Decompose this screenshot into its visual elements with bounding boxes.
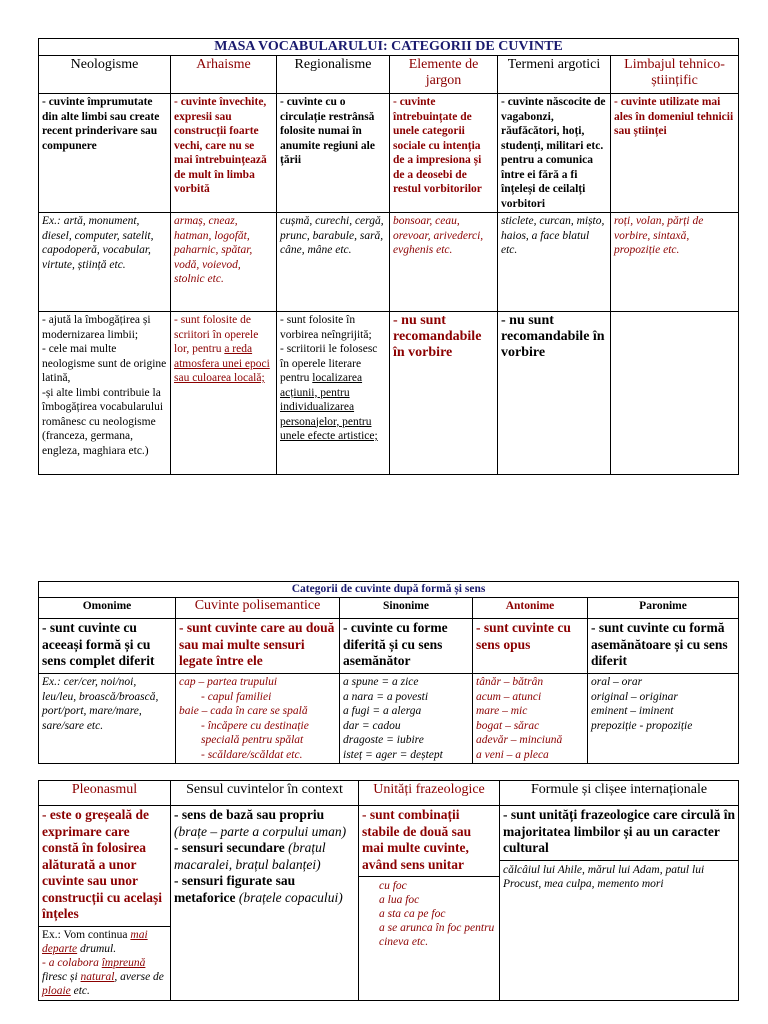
ex-line: eminent – iminent — [591, 705, 674, 717]
form-sense-table — [38, 581, 739, 764]
ex-regionalisme: cușmă, curechi, cergă, prunc, barabule, sară, câne, mâne etc. — [277, 213, 390, 312]
ex-text: Ex.: Vom continua — [42, 928, 131, 941]
header-arhaisme: Arhaisme — [171, 56, 277, 94]
ex-line: a spune = a zice — [343, 676, 419, 688]
ex-line: a sta ca pe foc — [379, 908, 446, 920]
ex-sinonime — [340, 674, 473, 764]
use-text: - scriitorii le folosesc în operele literare pentru — [280, 343, 378, 384]
unitati-cell — [359, 806, 500, 1001]
ex-line: cu foc — [379, 880, 407, 892]
ex-tehnico: roți, volan, părți de vorbire, sintaxă, propoziție etc. — [611, 213, 739, 312]
pleonasm-cell — [39, 806, 171, 1001]
ex-line: a se arunca în foc pentru cineva etc. — [379, 922, 495, 948]
header-jargon: Elemente de jargon — [390, 56, 498, 94]
header-unitati: Unități frazeologice — [359, 781, 500, 806]
use-line: - cele mai multe neologisme sunt de origine latină, — [42, 343, 167, 384]
table-title: MASA VOCABULARULUI: CATEGORII DE CUVINTE — [39, 39, 739, 56]
def-neologisme: - cuvinte împrumutate din alte limbi sau create recent prinderivare sau compunere — [39, 94, 171, 213]
ex-line: mare – mic — [476, 705, 528, 717]
ex-text: drumul. — [77, 942, 117, 955]
unitati-examples — [359, 876, 499, 949]
pleonasm-examples — [39, 926, 170, 999]
header-omonime: Omonime — [39, 598, 176, 619]
sens-figurative-example: (brațele copacului) — [235, 889, 343, 905]
header-sinonime: Sinonime — [340, 598, 473, 619]
ex-line: tânăr – bătrân — [476, 676, 544, 688]
ex-line: acum – atunci — [476, 690, 542, 703]
use-line: - sunt folosite în vorbirea neîngrijită; — [280, 314, 372, 341]
ex-underlined: mai departe — [42, 928, 148, 955]
ex-underlined: împreună — [101, 956, 146, 969]
header-formule: Formule și clișee internaționale — [500, 781, 739, 806]
ex-line: baie – cada în care se spală — [179, 705, 308, 717]
ex-line: prepoziție - propoziție — [591, 719, 693, 732]
sens-base-example: (brațe – parte a corpului uman) — [174, 823, 347, 839]
use-tehnico-empty — [611, 312, 739, 475]
ex-line: adevăr – minciună — [476, 734, 563, 746]
ex-line: - scăldare/scăldat etc. — [201, 748, 303, 761]
header-neologisme: Neologisme — [39, 56, 171, 94]
formule-examples: călcâiul lui Ahile, mărul lui Adam, patul lui Procust, mea culpa, memento mori — [500, 860, 738, 893]
ex-polisemantice — [176, 674, 340, 764]
ex-text: firesc și — [42, 970, 81, 983]
use-jargon: - nu sunt recomandabile în vorbire — [390, 312, 498, 475]
table-title: Categorii de cuvinte după formă și sens — [39, 582, 739, 598]
sens-base: - sens de bază sau propriu — [174, 807, 325, 822]
ex-line: a fugi = a alerga — [343, 705, 422, 717]
ex-underlined: ploaie — [42, 984, 71, 997]
header-argotici: Termeni argotici — [498, 56, 611, 94]
header-antonime: Antonime — [473, 598, 588, 619]
ex-line: dar = cadou — [343, 719, 401, 732]
def-jargon: - cuvinte întrebuințate de unele categorii sociale cu intenția de a impresiona și de a deosebi de restul vorbitorilor — [390, 94, 498, 213]
phrase-table — [38, 780, 739, 1001]
use-neologisme — [39, 312, 171, 475]
ex-line: dragoste = iubire — [343, 734, 424, 746]
def-polisemantice: - sunt cuvinte care au două sau mai multe sensuri legate între ele — [176, 619, 340, 674]
use-text: - sunt folosite de scriitori în operele lor, pentru — [174, 314, 259, 355]
ex-antonime — [473, 674, 588, 764]
ex-line: a nara = a povesti — [343, 690, 429, 703]
ex-omonime: Ex.: cer/cer, noi/noi, leu/leu, broască/broască, port/port, mare/mare, sare/sare etc. — [39, 674, 176, 764]
ex-jargon: bonsoar, ceau, orevoar, arivederci, evghenis etc. — [390, 213, 498, 312]
vocabulary-table — [38, 38, 739, 475]
ex-text: etc. — [70, 984, 90, 997]
ex-text: , averse de — [114, 970, 164, 983]
def-tehnico: - cuvinte utilizate mai ales în domeniul tehnicii sau științei — [611, 94, 739, 213]
header-pleonasmul: Pleonasmul — [39, 781, 171, 806]
use-regionalisme — [277, 312, 390, 475]
use-underlined: localizarea acțiunii, pentru individualizarea personajelor, pentru unele efecte artistice; — [280, 372, 378, 442]
header-paronime: Paronime — [588, 598, 739, 619]
ex-line: a veni – a pleca — [476, 748, 549, 761]
ex-line: bogat – sărac — [476, 719, 540, 732]
def-arhaisme: - cuvinte învechite, expresii sau construcții foarte vechi, care nu se mai întrebuințează de mult în limba vorbită — [171, 94, 277, 213]
sens-figurative: - sensuri figurate sau metaforice — [174, 873, 296, 905]
ex-line: - capul familiei — [201, 690, 272, 703]
formule-cell — [500, 806, 739, 1001]
ex-line: - încăpere cu destinație specială pentru spălat — [201, 719, 309, 746]
unitati-definition: - sunt combinații stabile de două sau mai multe cuvinte, având sens unitar — [362, 807, 472, 872]
use-argotici: - nu sunt recomandabile în vorbire — [498, 312, 611, 475]
use-arhaisme — [171, 312, 277, 475]
ex-underlined: natural — [80, 970, 115, 983]
ex-line: oral – orar — [591, 676, 643, 688]
ex-paronime — [588, 674, 739, 764]
ex-line: isteț = ager = deștept — [343, 748, 443, 761]
header-tehnico: Limbajul tehnico-științific — [611, 56, 739, 94]
ex-line: original – originar — [591, 690, 678, 703]
pleonasm-definition: - este o greșeală de exprimare care constă în folosirea alăturată a unor cuvinte sau unor construcții cu același înțeles — [42, 807, 162, 921]
header-regionalisme: Regionalisme — [277, 56, 390, 94]
sensul-cell — [171, 806, 359, 1001]
def-paronime: - sunt cuvinte cu formă asemănătoare și cu sens diferit — [588, 619, 739, 674]
ex-text: - a colabora — [42, 956, 102, 969]
formule-definition: - sunt unități frazeologice care circulă în majoritatea limbilor și au un caracter cultural — [503, 807, 735, 855]
def-antonime: - sunt cuvinte cu sens opus — [473, 619, 588, 674]
def-omonime: - sunt cuvinte cu aceeași formă și cu sens complet diferit — [39, 619, 176, 674]
def-sinonime: - cuvinte cu forme diferită și cu sens asemănător — [340, 619, 473, 674]
use-underlined: a reda atmosfera unei epoci sau culoarea locală; — [174, 343, 270, 384]
ex-line: a lua foc — [379, 894, 420, 906]
ex-neologisme: Ex.: artă, monument, diesel, computer, satelit, capodoperă, vocabular, virtute, știință etc. — [39, 213, 171, 312]
header-sensul: Sensul cuvintelor în context — [171, 781, 359, 806]
ex-arhaisme: armaș, cneaz, hatman, logofăt, paharnic, spătar, vodă, voievod, stolnic etc. — [171, 213, 277, 312]
use-line: -și alte limbi contribuie la îmbogățirea vocabularului românesc cu neologisme (franceza, germana, engleza, maghiara etc.) — [42, 386, 164, 457]
use-line: - ajută la îmbogățirea și modernizarea limbii; — [42, 314, 151, 341]
sens-secondary: - sensuri secundare — [174, 840, 285, 855]
sens-secondary-example: (brațul macaralei, brațul balanței) — [174, 840, 326, 872]
header-polisemantice: Cuvinte polisemantice — [176, 598, 340, 619]
ex-line: cap – partea trupului — [179, 676, 278, 688]
def-regionalisme: - cuvinte cu o circulație restrânsă folosite numai în anumite regiuni ale țării — [277, 94, 390, 213]
def-argotici: - cuvinte născocite de vagabonzi, răufăcători, hoți, studenți, militari etc. pentru a comunica între ei fără a fi înțeleși de ceilalți vorbitori — [498, 94, 611, 213]
ex-argotici: sticlete, curcan, mișto, haios, a face blatul etc. — [498, 213, 611, 312]
